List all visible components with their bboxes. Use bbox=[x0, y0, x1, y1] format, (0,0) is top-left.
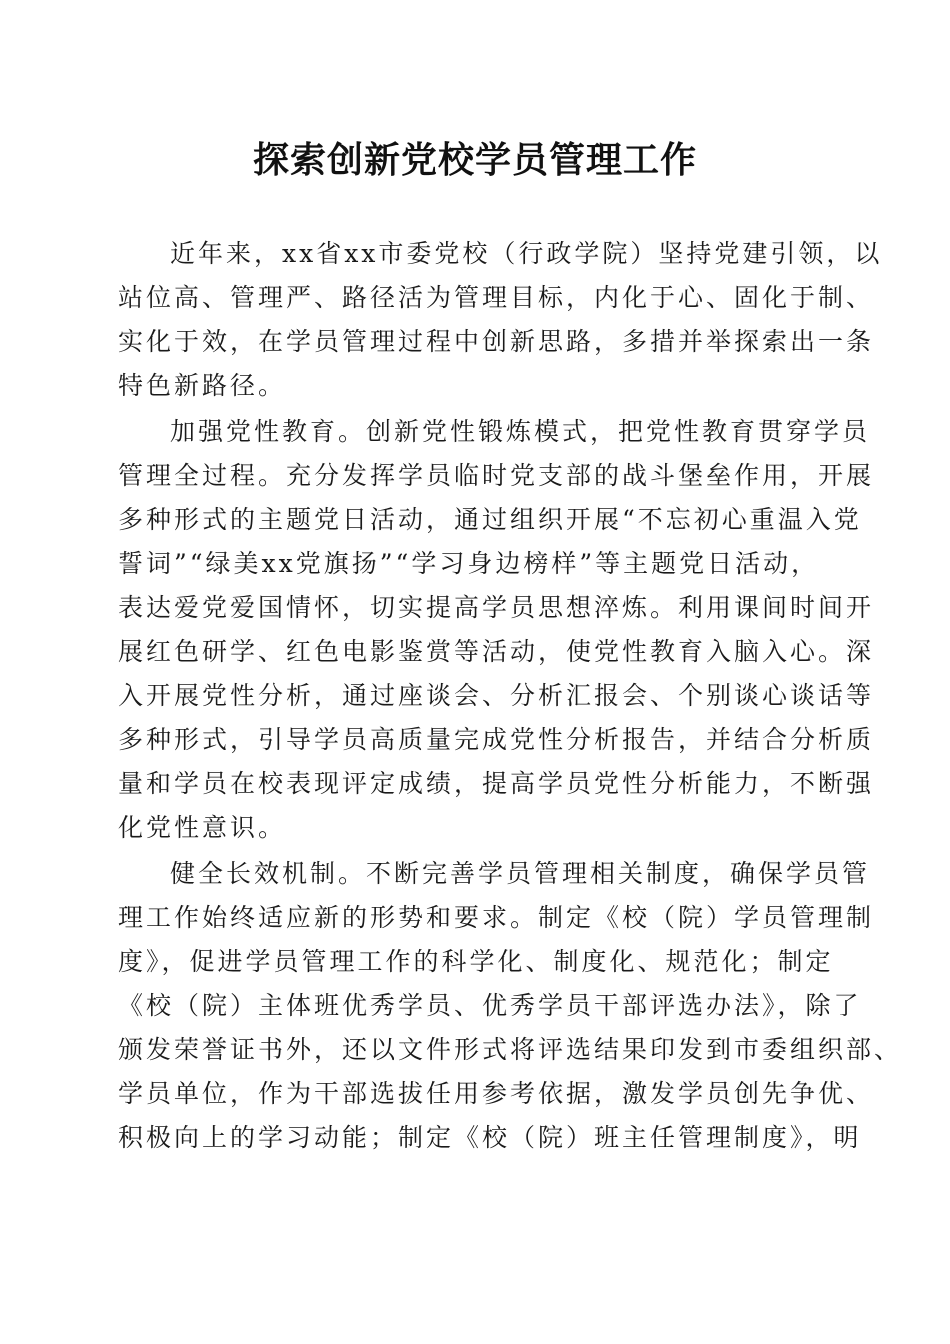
text-line: 管理全过程。充分发挥学员临时党支部的战斗堡垒作用，开展 bbox=[118, 461, 875, 490]
text-line: 颁发荣誉证书外，还以文件形式将评选结果印发到市委组织部、 bbox=[118, 1035, 903, 1064]
text-line: 化党性意识。 bbox=[118, 813, 287, 842]
paragraph-1 bbox=[118, 232, 883, 408]
document-title: 探索创新党校学员管理工作 bbox=[252, 139, 697, 181]
text-line: 学员单位，作为干部选拔任用参考依据，激发学员创先争优、 bbox=[118, 1079, 875, 1108]
paragraph-3 bbox=[118, 852, 903, 1160]
text-line: 理工作始终适应新的形势和要求。制定《校（院）学员管理制 bbox=[118, 903, 875, 932]
text-line: 近年来，xx省xx市委党校（行政学院）坚持党建引领，以 bbox=[170, 239, 883, 268]
text-line: 站位高、管理严、路径活为管理目标，内化于心、固化于制、 bbox=[118, 283, 875, 312]
text-line: 表达爱党爱国情怀，切实提高学员思想淬炼。利用课间时间开 bbox=[118, 593, 875, 622]
document-body bbox=[118, 232, 903, 1160]
text-line: 实化于效，在学员管理过程中创新思路，多措并举探索出一条 bbox=[118, 327, 875, 356]
text-line: 多种形式的主题党日活动，通过组织开展“不忘初心重温入党 bbox=[118, 505, 862, 534]
text-line: 健全长效机制。不断完善学员管理相关制度，确保学员管 bbox=[170, 859, 871, 888]
text-line: 展红色研学、红色电影鉴赏等活动，使党性教育入脑入心。深 bbox=[118, 637, 875, 666]
text-line: 《校（院）主体班优秀学员、优秀学员干部评选办法》，除了 bbox=[118, 991, 862, 1020]
text-line: 积极向上的学习动能；制定《校（院）班主任管理制度》，明 bbox=[118, 1123, 862, 1152]
paragraph-2 bbox=[118, 410, 875, 850]
text-line: 特色新路径。 bbox=[118, 371, 287, 400]
text-line: 誓词”“绿美xx党旗扬”“学习身边榜样”等主题党日活动， bbox=[118, 549, 820, 578]
text-line: 多种形式，引导学员高质量完成党性分析报告，并结合分析质 bbox=[118, 725, 875, 754]
text-line: 度》，促进学员管理工作的科学化、制度化、规范化；制定 bbox=[118, 947, 834, 976]
text-line: 加强党性教育。创新党性锻炼模式，把党性教育贯穿学员 bbox=[170, 417, 871, 446]
text-line: 量和学员在校表现评定成绩，提高学员党性分析能力，不断强 bbox=[118, 769, 875, 798]
text-line: 入开展党性分析，通过座谈会、分析汇报会、个别谈心谈话等 bbox=[118, 681, 875, 710]
